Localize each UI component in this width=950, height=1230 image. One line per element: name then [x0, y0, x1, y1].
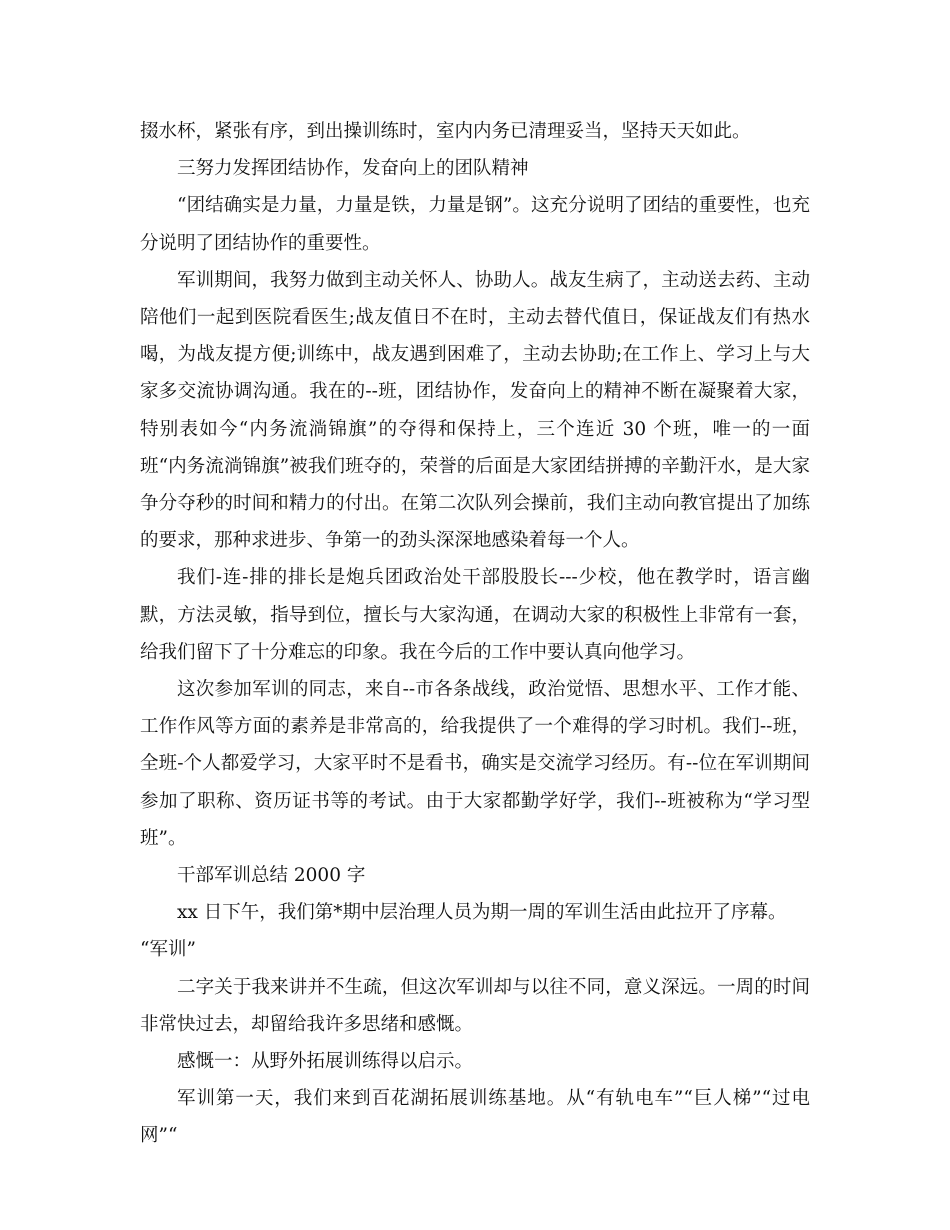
- paragraph: 军训期间，我努力做到主动关怀人、协助人。战友生病了，主动送去药、主动陪他们一起到医院看医生;战友值日不在时，主动去替代值日，保证战友们有热水喝，为战友提方便;训练中，战友遇到困难了，主动去协助;在工作上、学习上与大家多交流协调沟通。我在的--班，团结协作，发奋向上的精神不断在凝聚着大家，特别表如今“内务流淌锦旗”的夺得和保持上，三个连近 30 个班，唯一的一面班“内务流淌锦旗”被我们班夺的，荣誉的后面是大家团结拼搏的辛勤汗水，是大家争分夺秒的时间和精力的付出。在第二次队列会操前，我们主动向教官提出了加练的要求，那种求进步、争第一的劲头深深地感染着每一个人。: [140, 269, 810, 552]
- subsection-heading: 感慨一：从野外拓展训练得以启示。: [177, 1051, 474, 1073]
- paragraph: “团结确实是力量，力量是铁，力量是钢”。这充分说明了团结的重要性，也充分说明了团结协作的重要性。: [140, 195, 810, 254]
- paragraph: 我们-连-排的排长是炮兵团政治处干部股股长---少校，他在教学时，语言幽默，方法灵敏，指导到位，擅长与大家沟通，在调动大家的积极性上非常有一套，给我们留下了十分难忘的印象。我在今后的工作中要认真向他学习。: [140, 567, 810, 663]
- section-heading: 三努力发挥团结协作，发奋向上的团队精神: [177, 158, 529, 180]
- paragraph-continuation: 掇水杯，紧张有序，到出操训练时，室内内务已清理妥当，坚持天天如此。: [140, 121, 751, 142]
- article-title: 干部军训总结 2000 字: [177, 865, 366, 887]
- paragraph-quote: “军训”: [140, 939, 196, 961]
- paragraph: 军训第一天，我们来到百花湖拓展训练基地。从“有轨电车”“巨人梯”“过电网”“: [140, 1088, 810, 1147]
- document-body: [140, 113, 810, 1155]
- paragraph: xx 日下午，我们第*期中层治理人员为期一周的军训生活由此拉开了序幕。: [177, 902, 787, 924]
- paragraph: 这次参加军训的同志，来自--市各条战线，政治觉悟、思想水平、工作才能、工作作风等方面的素养是非常高的，给我提供了一个难得的学习时机。我们--班，全班-个人都爱学习，大家平时不是看书，确实是交流学习经历。有--位在军训期间参加了职称、资历证书等的考试。由于大家都勤学好学，我们--班被称为“学习型班”。: [140, 679, 810, 849]
- paragraph: 二字关于我来讲并不生疏，但这次军训却与以往不同，意义深远。一周的时间非常快过去，却留给我许多思绪和感慨。: [140, 976, 810, 1035]
